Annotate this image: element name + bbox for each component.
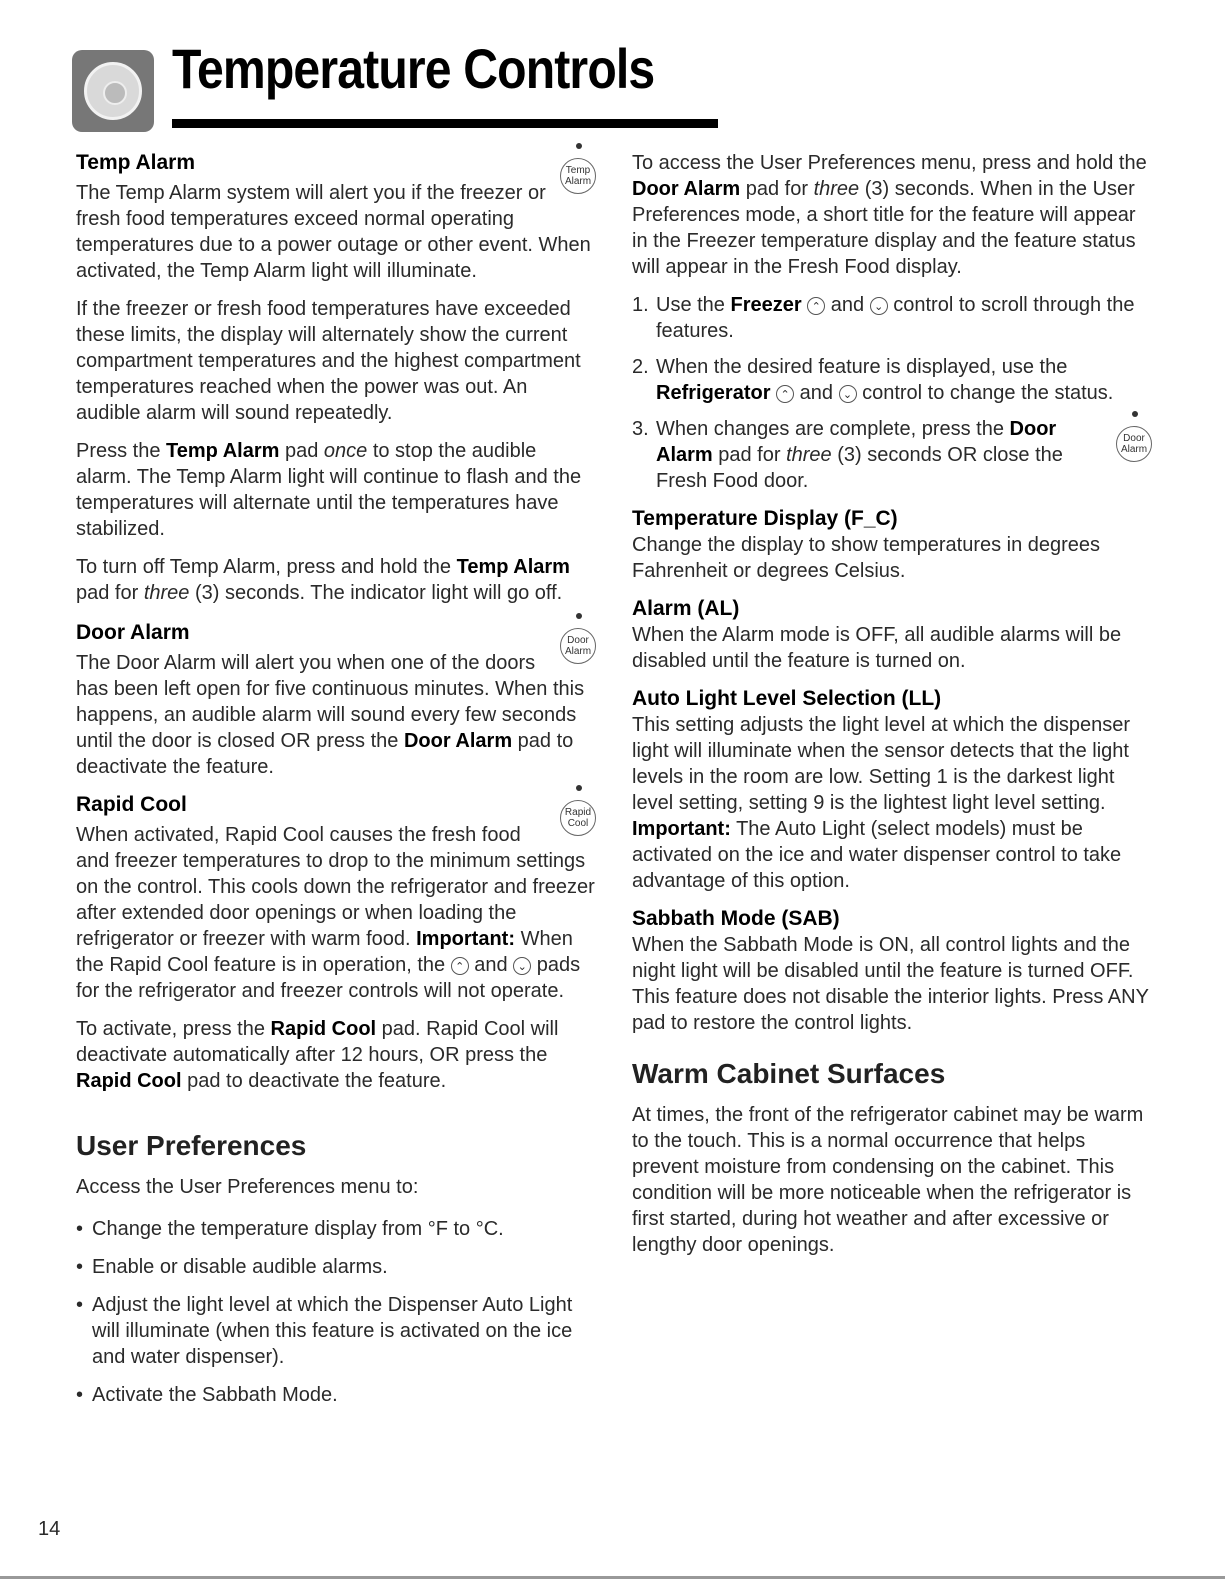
temperature-dial-icon (72, 50, 154, 132)
door-alarm-pad-icon: Door Alarm (1116, 426, 1152, 462)
door-alarm-p1: The Door Alarm will alert you when one of the doors has been left open for five continuous minutes. When this happens, an audible alarm will sound every few seconds until the door is closed OR press the Door Alarm pad to deactivate the feature. (76, 652, 585, 778)
step-item: 1. Use the Freezer ⌃ and ⌄ control to scroll through the features. (632, 294, 1135, 342)
temperature-display-text: Change the display to show temperatures in degrees Fahrenheit or degrees Celsius. (632, 534, 1101, 582)
page-number: 14 (38, 1518, 61, 1540)
rapid-cool-p2: To activate, press the Rapid Cool pad. Rapid Cool will deactivate automatically after 12 hours, OR press the Rapid Cool pad to deactivate the feature. (76, 1018, 559, 1092)
down-arrow-pad-icon: ⌄ (839, 385, 857, 403)
up-arrow-pad-icon: ⌃ (776, 385, 794, 403)
temp-alarm-pad-icon: Temp Alarm (560, 158, 596, 194)
bottom-rule (0, 1576, 1225, 1579)
page-header (72, 37, 655, 130)
left-column (76, 150, 596, 1420)
rapid-cool-section (76, 792, 596, 1094)
up-arrow-pad-icon: ⌃ (807, 297, 825, 315)
step-item: 2. When the desired feature is displayed, use the Refrigerator ⌃ and ⌄ control to change the status. (632, 356, 1114, 404)
step-item: Door Alarm 3. When changes are complete, press the Door Alarm pad for three (3) seconds OR close the Fresh Food door. (632, 416, 1152, 494)
user-preferences-section (76, 1130, 596, 1408)
temp-alarm-p1: The Temp Alarm system will alert you if the freezer or fresh food temperatures exceed normal operating temperatures due to a power outage or other event. When activated, the Temp Alarm light will illuminate. (76, 182, 591, 282)
user-preferences-heading: User Preferences (76, 1130, 307, 1161)
title-underline (172, 119, 718, 128)
temp-alarm-heading: Temp Alarm (76, 151, 196, 174)
door-alarm-pad-icon: Door Alarm (560, 628, 596, 664)
down-arrow-pad-icon: ⌄ (513, 957, 531, 975)
user-preferences-list (76, 1216, 596, 1408)
temp-alarm-p3: Press the Temp Alarm pad once to stop the audible alarm. The Temp Alarm light will continue to flash and the temperatures will alternate until the temperatures have stabilized. (76, 440, 582, 540)
list-item: • Activate the Sabbath Mode. (76, 1382, 596, 1408)
temp-alarm-p2: If the freezer or fresh food temperatures have exceeded these limits, the display will alternately show the current compartment temperatures and the highest compartment temperatures reached when the power was out. An audible alarm will sound repeatedly. (76, 298, 581, 424)
warm-cabinet-heading: Warm Cabinet Surfaces (632, 1058, 946, 1089)
list-item: • Adjust the light level at which the Dispenser Auto Light will illuminate (when this feature is activated on the ice and water dispenser). (76, 1292, 596, 1370)
alarm-text: When the Alarm mode is OFF, all audible alarms will be disabled until the feature is turned on. (632, 624, 1122, 672)
user-preferences-access: To access the User Preferences menu, press and hold the Door Alarm pad for three (3) seconds. When in the User Preferences mode, a short title for the feature will appear in the Freezer temperature display and the feature status will appear in the Fresh Food display. (632, 152, 1147, 278)
down-arrow-pad-icon: ⌄ (870, 297, 888, 315)
page-title: Temperature Controls (172, 37, 655, 100)
alarm-heading: Alarm (AL) (632, 597, 740, 620)
user-preferences-intro: Access the User Preferences menu to: (76, 1176, 419, 1198)
list-item: • Enable or disable audible alarms. (76, 1254, 596, 1280)
auto-light-text: This setting adjusts the light level at which the dispenser light will illuminate when the sensor detects that the light levels in the room are low. Setting 1 is the darkest light level setting, setting 9 is the lightest light level setting. Important: The Auto Light (select models) must be activated on the ice and water dispenser control to take advantage of this option. (632, 714, 1131, 892)
temp-alarm-p4: To turn off Temp Alarm, press and hold the Temp Alarm pad for three (3) seconds. The indicator light will go off. (76, 556, 570, 604)
sabbath-mode-heading: Sabbath Mode (SAB) (632, 907, 840, 930)
rapid-cool-pad-icon: Rapid Cool (560, 800, 596, 836)
auto-light-heading: Auto Light Level Selection (LL) (632, 687, 942, 710)
door-alarm-section (76, 620, 596, 780)
user-preferences-steps (632, 292, 1152, 494)
sabbath-mode-text: When the Sabbath Mode is ON, all control lights and the night light will be disabled until the feature is turned OFF. This feature does not disable the interior lights. Press ANY pad to restore the control lights. (632, 934, 1149, 1034)
rapid-cool-p1: When activated, Rapid Cool causes the fresh food and freezer temperatures to drop to the minimum settings on the control. This cools down the refrigerator and freezer after extended door openings or when loading the refrigerator or freezer with warm food. Important: When the Rapid Cool feature is in operation, the ⌃ and ⌄ pads for the refrigerator and freezer controls will not operate. (76, 824, 595, 1002)
rapid-cool-heading: Rapid Cool (76, 793, 187, 816)
right-column (632, 150, 1152, 1270)
warm-cabinet-text: At times, the front of the refrigerator cabinet may be warm to the touch. This is a normal occurrence that helps prevent moisture from condensing on the cabinet. This condition will be more noticeable when the refrigerator is first started, during hot weather and after excessive or lengthy door openings. (632, 1104, 1144, 1256)
temp-alarm-section (76, 150, 596, 606)
up-arrow-pad-icon: ⌃ (451, 957, 469, 975)
temperature-display-heading: Temperature Display (F_C) (632, 507, 898, 530)
list-item: • Change the temperature display from °F to °C. (76, 1216, 596, 1242)
door-alarm-heading: Door Alarm (76, 621, 190, 644)
